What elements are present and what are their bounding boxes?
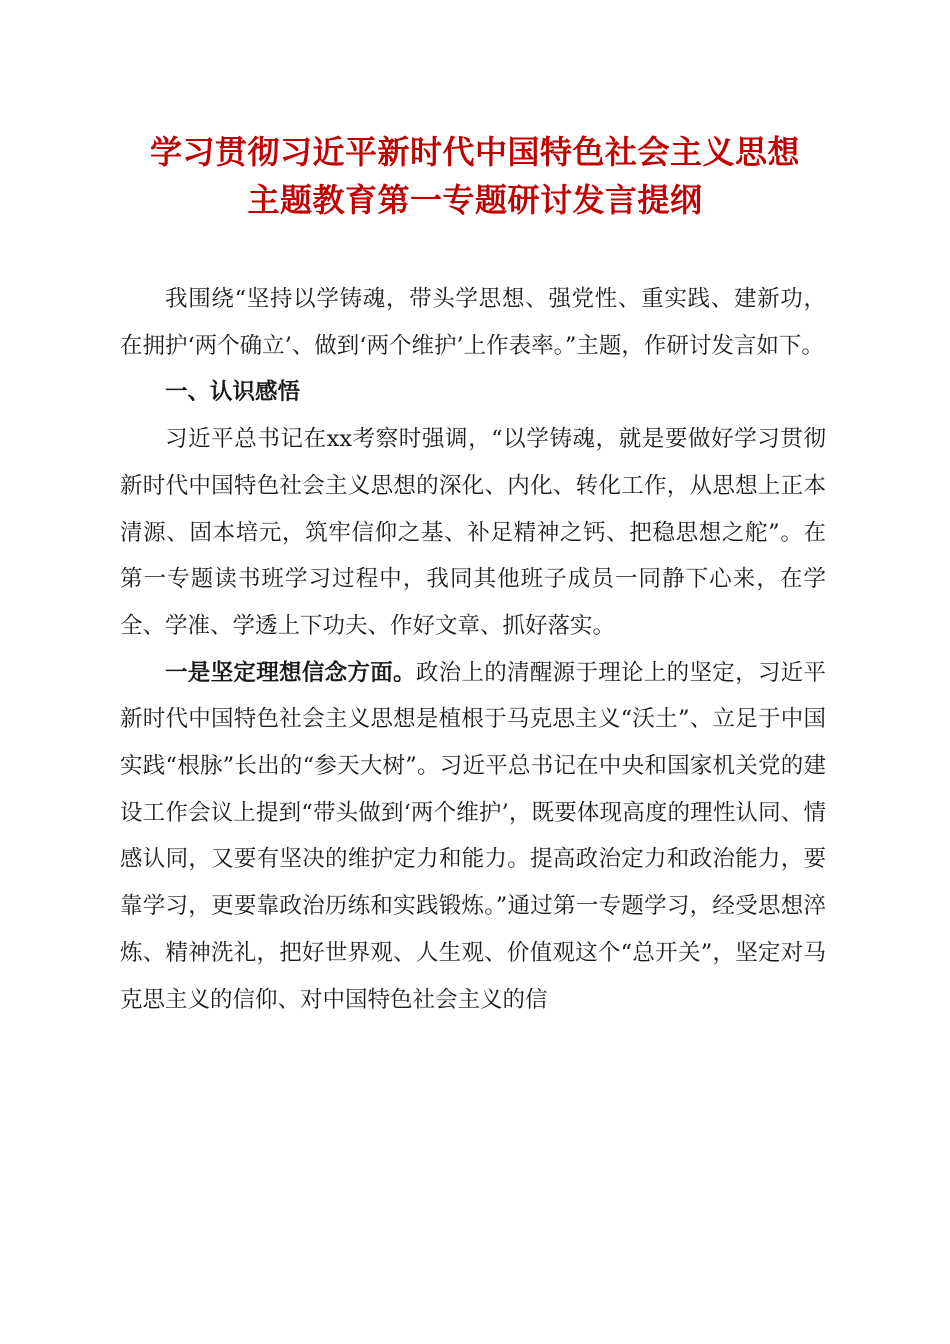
intro-paragraph: 我围绕“坚持以学铸魂，带头学思想、强党性、重实践、建新功，在拥护‘两个确立’、做到‘两个维护’上作表率。”主题，作研讨发言如下。 — [120, 286, 826, 359]
section-heading: 一、认识感悟 — [165, 379, 301, 406]
paragraph-lead-phrase: 一是坚定理想信念方面。 — [165, 659, 416, 686]
section1-paragraph-1: 习近平总书记在xx考察时强调，“以学铸魂，就是要做好学习贯彻新时代中国特色社会主义思想的深化、内化、转化工作，从思想上正本清源、固本培元，筑牢信仰之基、补足精神之钙、把稳思想之舵”。在第一专题读书班学习过程中，我同其他班子成员一同静下心来，在学全、学准、学透上下功夫、作好文章、抓好落实。 — [120, 426, 826, 639]
title-line-1: 学习贯彻习近平新时代中国特色社会主义思想 — [149, 133, 800, 171]
document-title — [100, 128, 850, 224]
section1-paragraph-2 — [120, 650, 826, 1024]
paragraph-body-text: 政治上的清醒源于理论上的坚定，习近平新时代中国特色社会主义思想是植根于马克思主义“沃土”、立足于中国实践“根脉”长出的“参天大树”。习近平总书记在中央和国家机关党的建设工作会议上提到“带头做到‘两个维护’，既要体现高度的理性认同、情感认同，又要有坚决的维护定力和能力。提高政治定力和政治能力，要靠学习，更要靠政治历练和实践锻炼。”通过第一专题学习，经受思想淬炼、精神洗礼，把好世界观、人生观、价值观这个“总开关”，坚定对马克思主义的信仰、对中国特色社会主义的信 — [120, 659, 826, 1013]
document-body — [120, 276, 826, 1023]
title-line-2: 主题教育第一专题研讨发言提纲 — [247, 181, 703, 219]
